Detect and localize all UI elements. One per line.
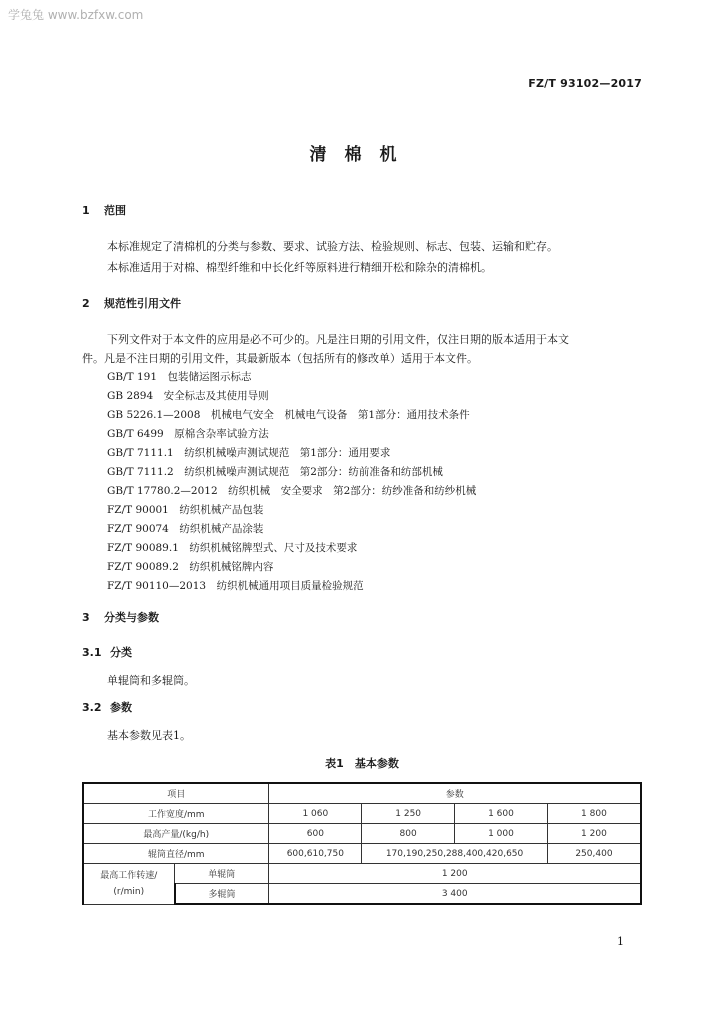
row-sublabel: 单辊筒	[175, 864, 269, 884]
paragraph: 下列文件对于本文件的应用是必不可少的。凡是注日期的引用文件，仅注日期的版本适用于本文	[107, 333, 569, 346]
section-2-heading	[82, 295, 181, 311]
reference-item: GB/T 7111.1 纺织机械噪声测试规范 第1部分：通用要求	[107, 447, 391, 459]
section-1-heading	[82, 202, 126, 218]
row-label: 工作宽度/mm	[83, 804, 269, 824]
table-cell: 1 000	[455, 824, 548, 844]
paragraph: 单辊筒和多辊筒。	[107, 674, 195, 687]
section-title: 规范性引用文件	[104, 297, 181, 310]
paragraph: 本标准适用于对棉、棉型纤维和中长化纤等原料进行精细开松和除杂的清棉机。	[107, 261, 492, 274]
section-number: 3.2	[82, 701, 102, 714]
table-cell: 600,610,750	[269, 844, 362, 864]
table-header-cell: 项目	[83, 783, 269, 804]
speed-label-line: 最高工作转速/	[100, 870, 158, 881]
section-3-heading	[82, 609, 159, 625]
section-title: 参数	[110, 701, 132, 714]
reference-item: FZ/T 90001 纺织机械产品包装	[107, 504, 264, 516]
table-caption: 表1 基本参数	[325, 757, 399, 770]
row-label	[83, 864, 175, 905]
table-row	[83, 824, 641, 844]
reference-item: GB/T 17780.2—2012 纺织机械 安全要求 第2部分：纺纱准备和纺纱机械	[107, 485, 477, 497]
table-cell: 1 800	[547, 804, 641, 824]
table-row	[83, 844, 641, 864]
paragraph: 基本参数见表1。	[107, 729, 191, 742]
table-cell: 170,190,250,288,400,420,650	[362, 844, 548, 864]
table-cell: 800	[362, 824, 455, 844]
table-header-row	[83, 783, 641, 804]
reference-item: FZ/T 90089.1 纺织机械铭牌型式、尺寸及技术要求	[107, 542, 358, 554]
row-label: 辊筒直径/mm	[83, 844, 269, 864]
basic-parameters-table	[82, 782, 642, 905]
paragraph: 本标准规定了清棉机的分类与参数、要求、试验方法、检验规则、标志、包装、运输和贮存。	[107, 240, 558, 253]
standard-number: FZ/T 93102—2017	[528, 77, 642, 90]
table-cell: 1 060	[269, 804, 362, 824]
section-number: 3	[82, 611, 90, 624]
section-number: 3.1	[82, 646, 102, 659]
paragraph: 件。凡是不注日期的引用文件，其最新版本（包括所有的修改单）适用于本文件。	[82, 352, 478, 365]
table-header-cell: 参数	[269, 783, 641, 804]
section-number: 2	[82, 297, 90, 310]
table-cell: 3 400	[269, 884, 641, 905]
reference-item: GB 2894 安全标志及其使用导则	[107, 390, 269, 402]
table-row	[83, 864, 641, 884]
row-sublabel: 多辊筒	[175, 884, 269, 905]
section-title: 分类	[110, 646, 132, 659]
watermark: 学兔兔 www.bzfxw.com	[8, 8, 144, 22]
table-cell: 600	[269, 824, 362, 844]
section-number: 1	[82, 204, 90, 217]
table-cell: 250,400	[547, 844, 641, 864]
reference-item: GB 5226.1—2008 机械电气安全 机械电气设备 第1部分：通用技术条件	[107, 409, 470, 421]
section-title: 范围	[104, 204, 126, 217]
subsection-3-1-heading	[82, 644, 132, 660]
page-number: 1	[617, 935, 624, 948]
table-cell: 1 250	[362, 804, 455, 824]
reference-item: GB/T 7111.2 纺织机械噪声测试规范 第2部分：纺前准备和纺部机械	[107, 466, 443, 478]
subsection-3-2-heading	[82, 699, 132, 715]
table-row	[83, 804, 641, 824]
page-title: 清棉机	[309, 145, 415, 165]
reference-item: GB/T 6499 原棉含杂率试验方法	[107, 428, 269, 440]
speed-label-line: (r/min)	[113, 886, 145, 897]
reference-item: FZ/T 90110—2013 纺织机械通用项目质量检验规范	[107, 580, 364, 592]
reference-item: GB/T 191 包装储运图示标志	[107, 371, 252, 383]
reference-item: FZ/T 90089.2 纺织机械铭牌内容	[107, 561, 274, 573]
table-cell: 1 600	[455, 804, 548, 824]
table-cell: 1 200	[547, 824, 641, 844]
reference-item: FZ/T 90074 纺织机械产品涂装	[107, 523, 264, 535]
section-title: 分类与参数	[104, 611, 159, 624]
table-cell: 1 200	[269, 864, 641, 884]
row-label: 最高产量/(kg/h)	[83, 824, 269, 844]
